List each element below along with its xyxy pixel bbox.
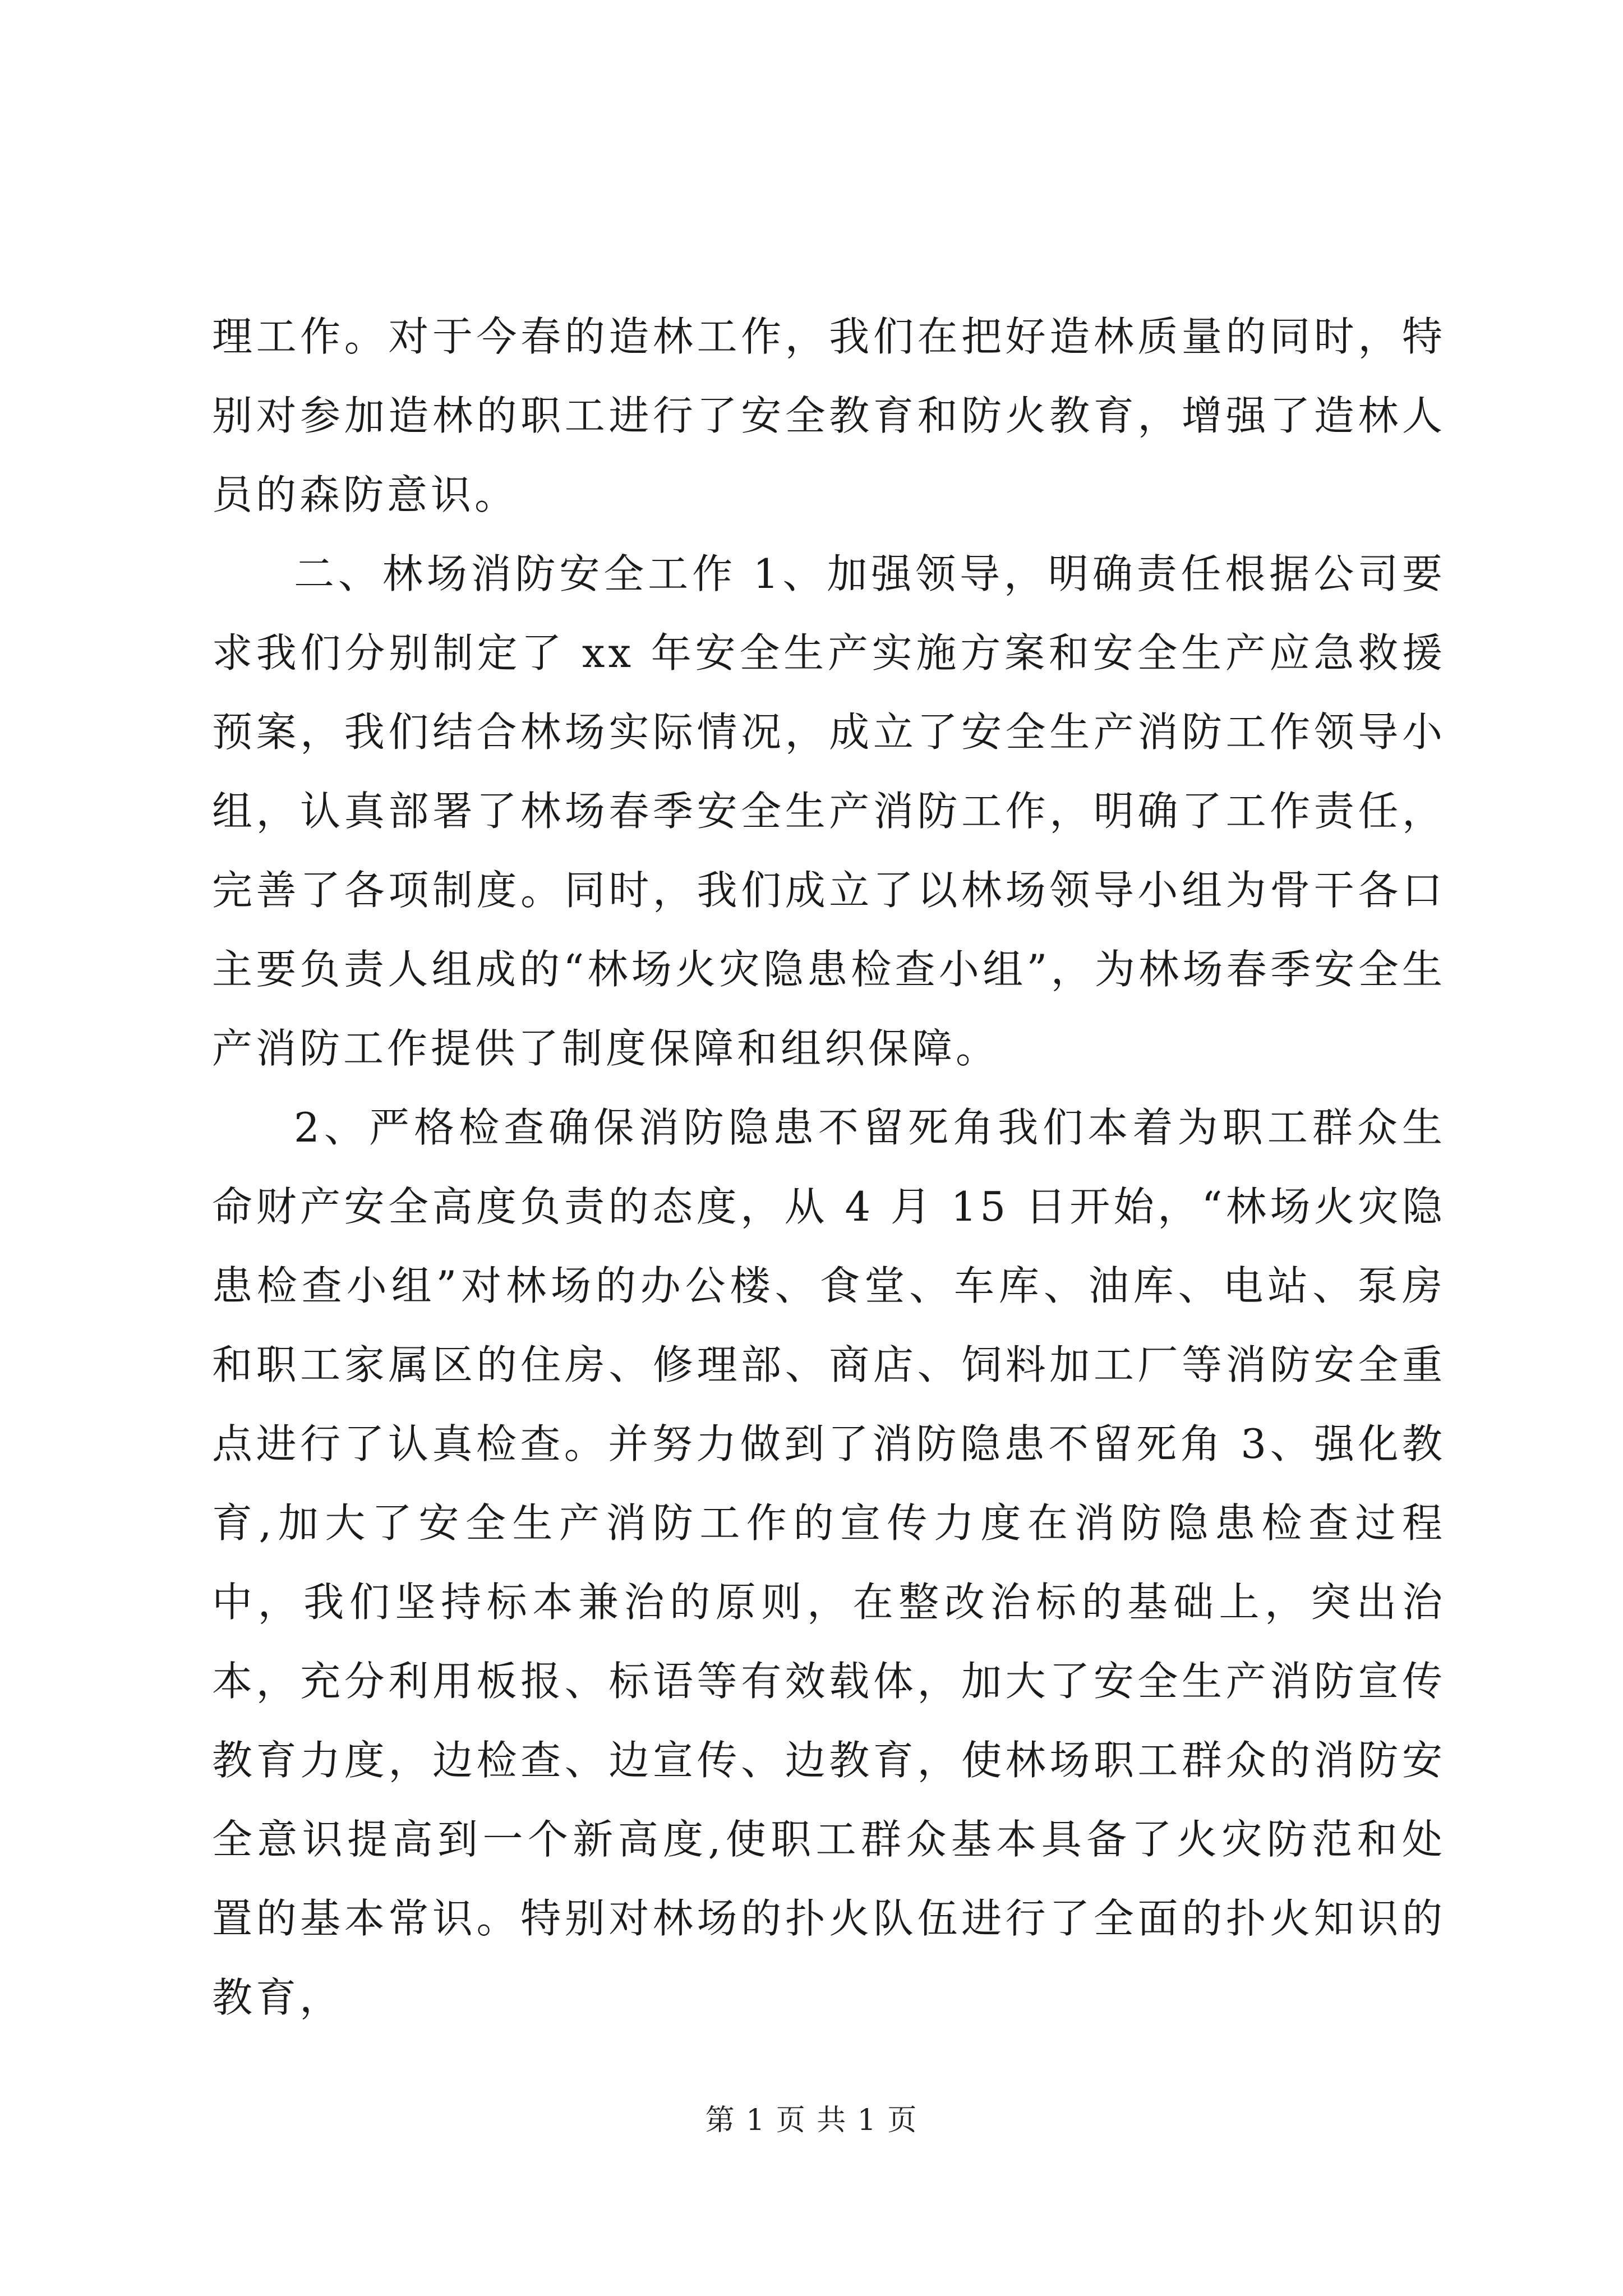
paragraph-1: 理工作。对于今春的造林工作，我们在把好造林质量的同时，特别对参加造林的职工进行了安全教育和防火教育，增强了造林人员的森防意识。 — [212, 313, 1446, 518]
page-footer — [0, 2104, 1623, 2137]
paragraph-2: 二、林场消防安全工作 1、加强领导，明确责任根据公司要求我们分别制定了 xx 年安全生产实施方案和安全生产应急救援预案，我们结合林场实际情况，成立了安全生产消防工作领导小组，认真部署了林场春季安全生产消防工作，明确了工作责任，完善了各项制度。同时，我们成立了以林场领导小组为骨干各口主要负责人组成的“林场火灾隐患检查小组”，为林场春季安全生产消防工作提供了制度保障和组织保障。 — [212, 550, 1446, 1072]
document-body — [212, 297, 1446, 2037]
page-number-label: 第 1 页 共 1 页 — [705, 2104, 918, 2137]
paragraph-3: 2、严格检查确保消防隐患不留死角我们本着为职工群众生命财产安全高度负责的态度，从 4 月 15 日开始，“林场火灾隐患检查小组”对林场的办公楼、食堂、车库、油库、电站、泵房和职工家属区的住房、修理部、商店、饲料加工厂等消防安全重点进行了认真检查。并努力做到了消防隐患不留死角 3、强化教育,加大了安全生产消防工作的宣传力度在消防隐患检查过程中，我们坚持标本兼治的原则，在整改治标的基础上，突出治本，充分利用板报、标语等有效载体，加大了安全生产消防宣传教育力度，边检查、边宣传、边教育，使林场职工群众的消防安全意识提高到一个新高度,使职工群众基本具备了火灾防范和处置的基本常识。特别对林场的扑火队伍进行了全面的扑火知识的教育， — [212, 1104, 1446, 2021]
